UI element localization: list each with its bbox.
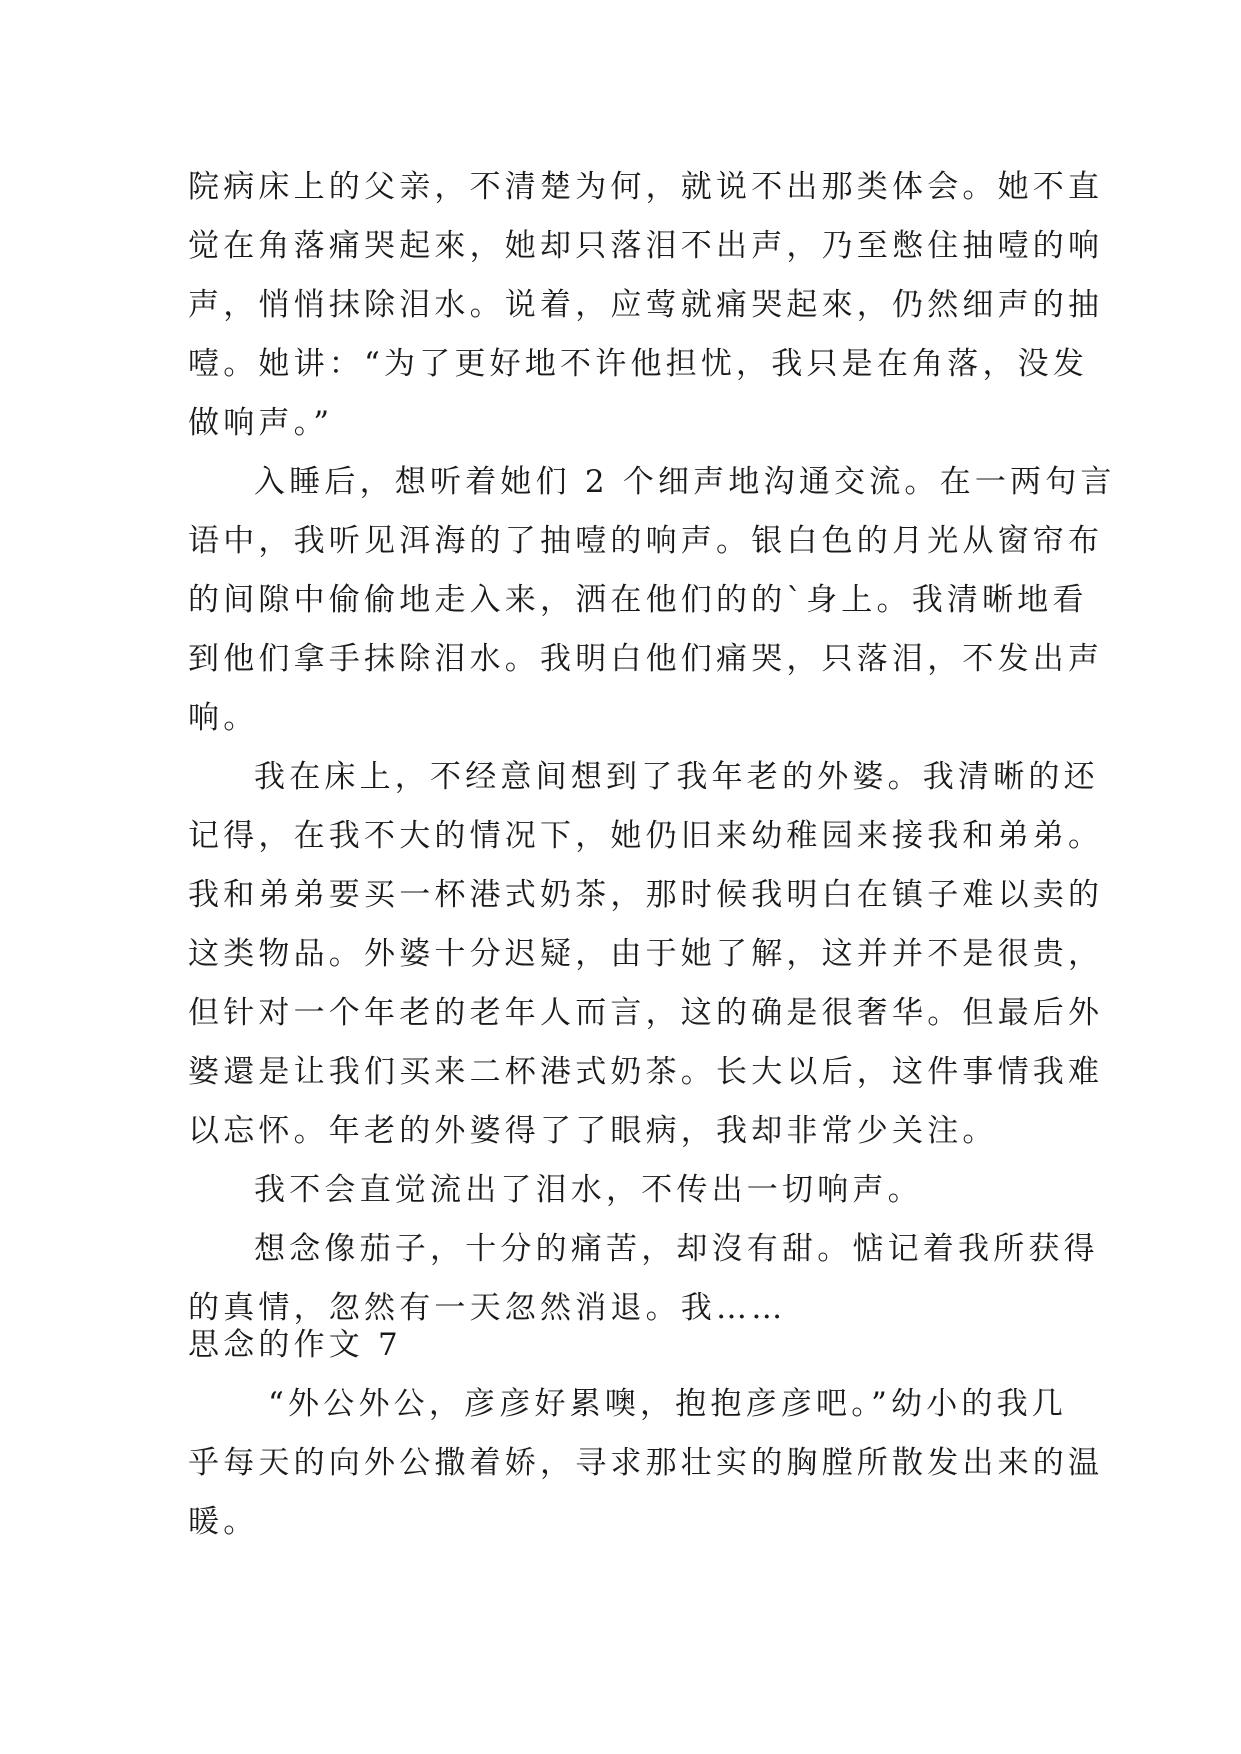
text-line: 乎每天的向外公撒着娇，寻求那壮实的胸膛所散发出来的温 <box>188 1445 1104 1481</box>
paragraph-start-line: “外公外公，彦彦好累噢，抱抱彦彦吧。”幼小的我几 <box>268 1386 1067 1422</box>
text-line: 我和弟弟要买一杯港式奶茶，那时候我明白在镇子难以卖的 <box>188 877 1104 913</box>
essay-body-2 <box>188 1375 1104 1552</box>
text-line: 暖。 <box>188 1504 259 1540</box>
text-line: 觉在角落痛哭起來，她却只落泪不出声，乃至憋住抽噎的响 <box>188 228 1104 264</box>
text-line: 但针对一个年老的老年人而言，这的确是很奢华。但最后外 <box>188 995 1104 1031</box>
text-line: 噎。她讲：“为了更好地不许他担忧，我只是在角落，没发 <box>188 346 1089 382</box>
text-line: 的真情，忽然有一天忽然消退。我…… <box>188 1290 787 1326</box>
text-line: 响。 <box>188 700 259 736</box>
paragraph-start-line: 我不会直觉流出了泪水，不传出一切响声。 <box>254 1172 923 1208</box>
paragraph-start-line: 想念像茄子，十分的痛苦，却沒有甜。惦记着我所获得 <box>254 1231 1099 1267</box>
section-heading: 思念的作文 7 <box>188 1327 402 1363</box>
text-line: 到他们拿手抹除泪水。我明白他们痛哭，只落泪，不发出声 <box>188 641 1104 677</box>
text-line: 声，悄悄抹除泪水。说着，应莺就痛哭起來，仍然细声的抽 <box>188 287 1104 323</box>
paragraph-start-line: 入睡后，想听着她们 2 个细声地沟通交流。在一两句言 <box>254 464 1116 500</box>
text-line: 做响声。” <box>188 405 334 441</box>
text-line: 语中，我听见洱海的了抽噎的响声。银白色的月光从窗帘布 <box>188 523 1104 559</box>
text-line: 这类物品。外婆十分迟疑，由于她了解，这并并不是很贵， <box>188 936 1104 972</box>
text-line: 记得，在我不大的情况下，她仍旧来幼稚园来接我和弟弟。 <box>188 818 1104 854</box>
text-line: 以忘怀。年老的外婆得了了眼病，我却非常少关注。 <box>188 1113 998 1149</box>
text-line: 的间隙中偷偷地走入来，洒在他们的的`身上。我清晰地看 <box>188 582 1088 618</box>
essay-body <box>188 158 1116 1338</box>
paragraph-start-line: 我在床上，不经意间想到了我年老的外婆。我清晰的还 <box>254 759 1099 795</box>
text-line: 院病床上的父亲，不清楚为何，就说不出那类体会。她不直 <box>188 169 1104 205</box>
text-line: 婆還是让我们买来二杯港式奶茶。长大以后，这件事情我难 <box>188 1054 1104 1090</box>
